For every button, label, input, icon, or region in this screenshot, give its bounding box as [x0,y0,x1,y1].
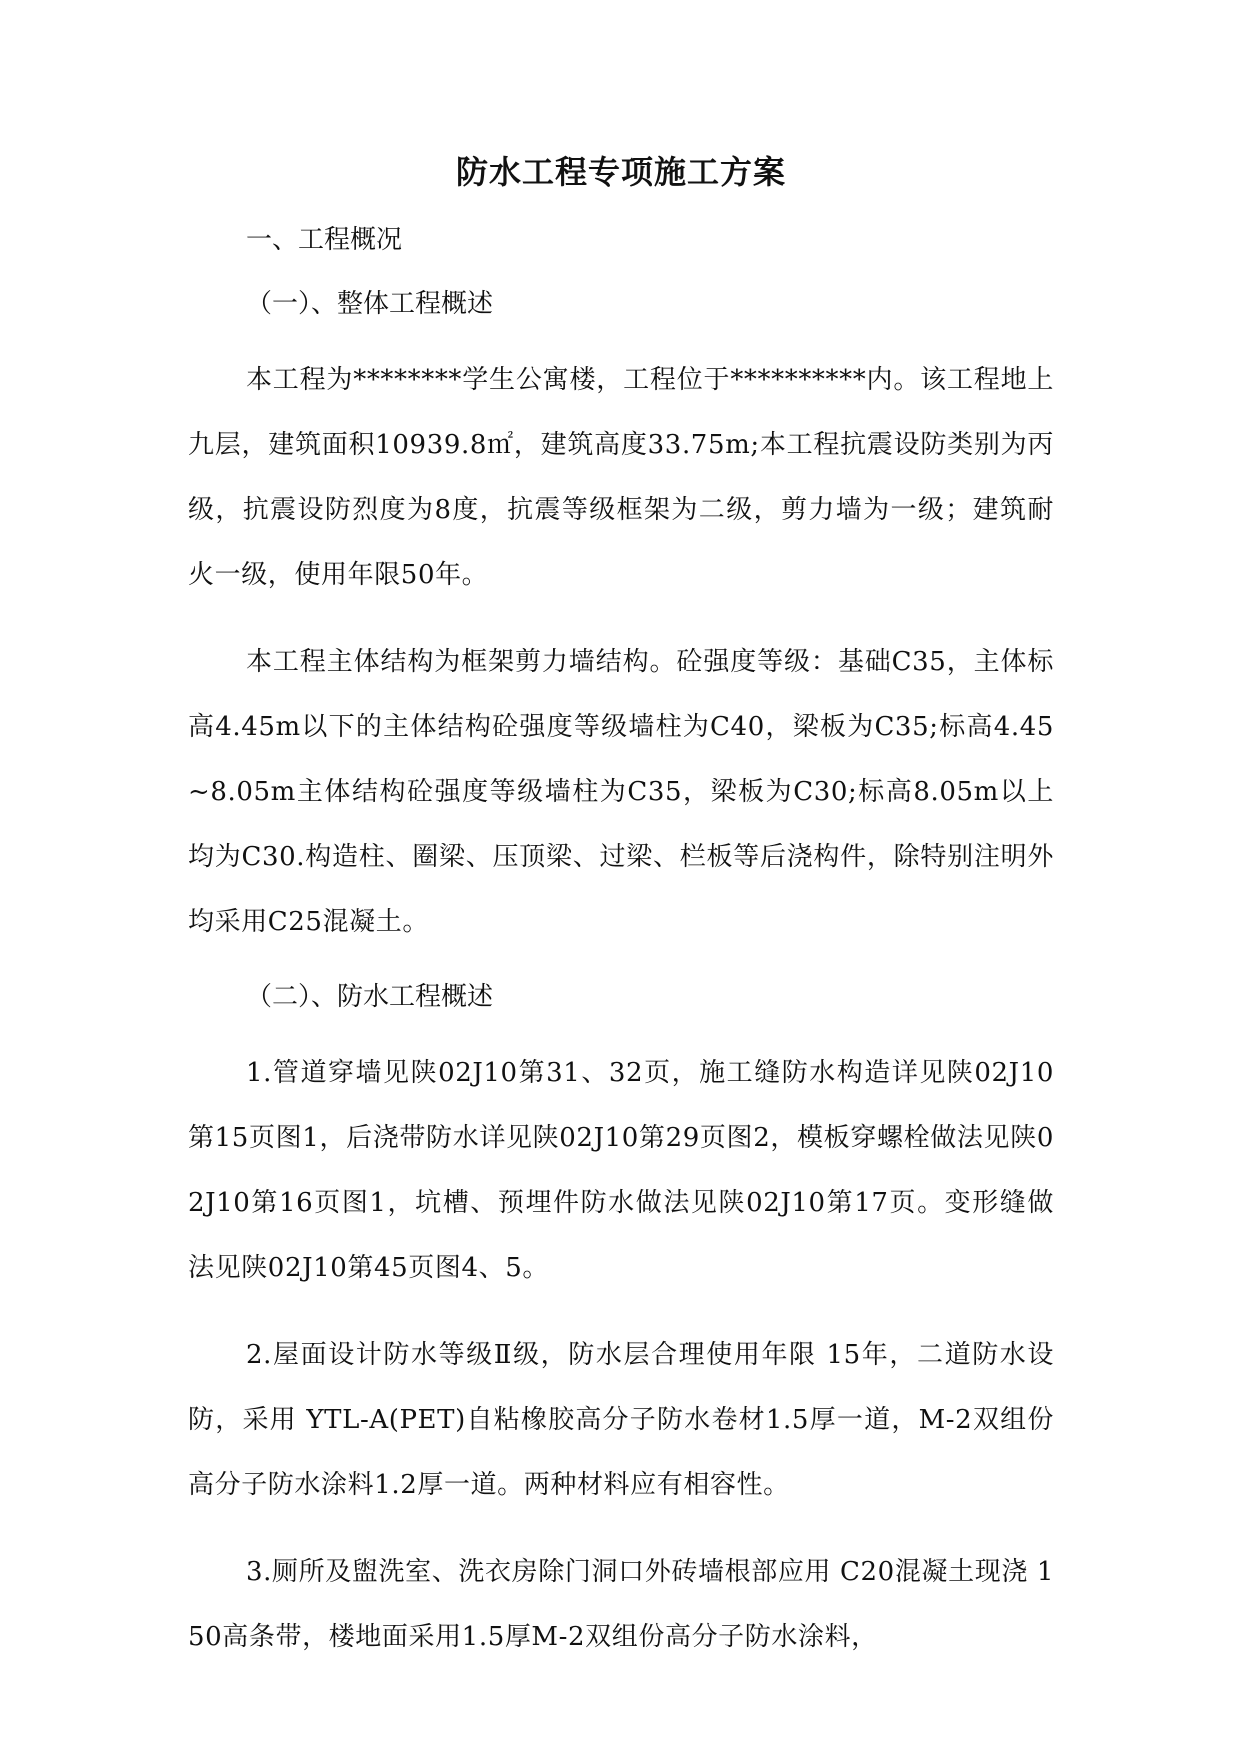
subsection-heading-general: （一）、整体工程概述 [246,289,494,319]
paragraph-structure-info: 本工程主体结构为框架剪力墙结构。砼强度等级：基础C35，主体标高4.45m以下的主体结构砼强度等级墙柱为C40，梁板为C35;标高4.45~8.05m主体结构砼强度等级墙柱为C35，梁板为C30;标高8.05m以上均为C30.构造柱、圈梁、压顶梁、过梁、栏板等后浇构件，除特别注明外均采用C25混凝土。 [188,647,1054,937]
paragraph-item-1: 1.管道穿墙见陕02J10第31、32页，施工缝防水构造详见陕02J10第15页图1，后浇带防水详见陕02J10第29页图2，模板穿螺栓做法见陕02J10第16页图1，坑槽、预埋件防水做法见陕02J10第17页。变形缝做法见陕02J10第45页图4、5。 [188,1058,1054,1283]
paragraph-project-info: 本工程为********学生公寓楼，工程位于**********内。该工程地上九层，建筑面积10939.8㎡，建筑高度33.75m;本工程抗震设防类别为丙级，抗震设防烈度为8度，抗震等级框架为二级，剪力墙为一级；建筑耐火一级，使用年限50年。 [188,365,1054,590]
section-heading-overview: 一、工程概况 [246,225,403,255]
paragraph-item-2: 2.屋面设计防水等级Ⅱ级，防水层合理使用年限 15年，二道防水设防，采用 YTL-A(PET)自粘橡胶高分子防水卷材1.5厚一道，M-2双组份高分子防水涂料1.2厚一道。两种材料应有相容性。 [188,1340,1054,1500]
paragraph-item-3: 3.厕所及盥洗室、洗衣房除门洞口外砖墙根部应用 C20混凝土现浇 150高条带，楼地面采用1.5厚M-2双组份高分子防水涂料， [188,1557,1054,1652]
paragraph-gap [188,1301,1054,1323]
paragraph-gap [188,1518,1054,1540]
paragraph-gap [188,955,1054,977]
document-body [188,150,1054,1670]
subsection-heading-waterproofing: （二）、防水工程概述 [246,982,494,1012]
document-title: 防水工程专项施工方案 [455,153,786,191]
paragraph-gap [188,608,1054,630]
